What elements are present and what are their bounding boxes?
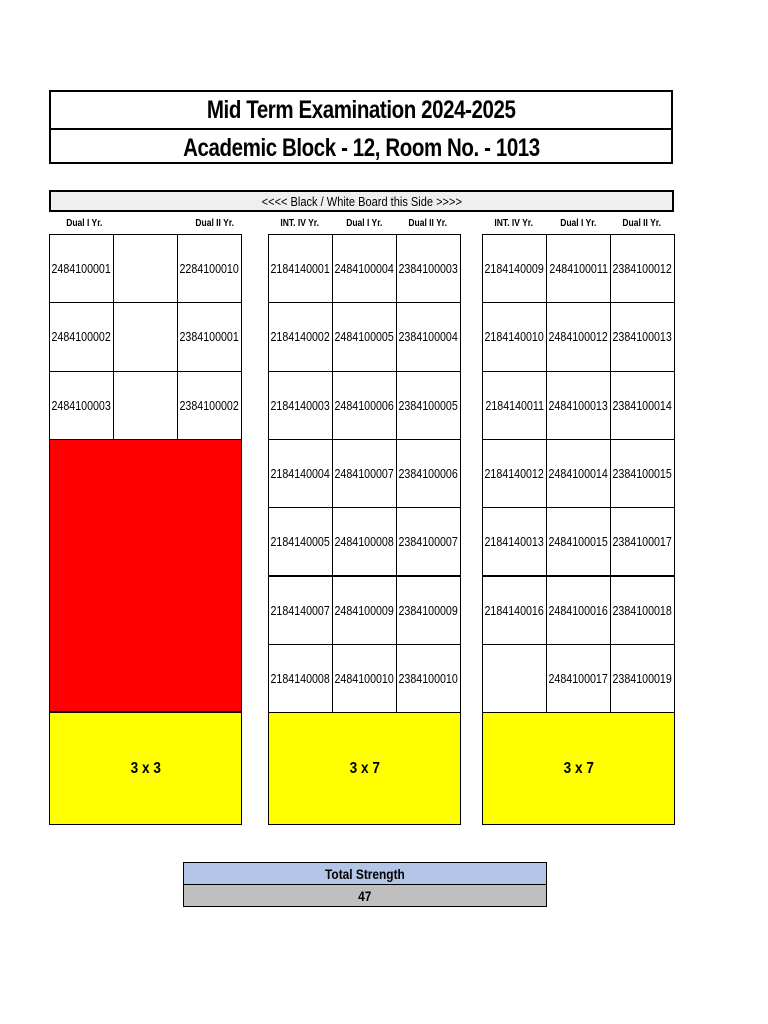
seat-cell — [268, 234, 333, 303]
seat-roll-number: 2484100002 — [51, 329, 112, 345]
seat-roll-number: 2484100008 — [334, 534, 395, 550]
seat-roll-number: 2484100013 — [548, 397, 609, 413]
seat-cell — [268, 644, 333, 713]
seat-cell — [332, 302, 397, 371]
seat-roll-number: 2384100006 — [398, 466, 459, 482]
seat-roll-number: 2484100005 — [334, 329, 395, 345]
seat-cell — [610, 507, 675, 576]
seat-roll-number: 2384100013 — [612, 329, 673, 345]
seat-cell — [268, 439, 333, 508]
seat-roll-number: 2184140007 — [270, 602, 331, 618]
seat-roll-number: 2384100007 — [398, 534, 459, 550]
seat-cell — [610, 576, 675, 645]
seat-roll-number: 2484100004 — [334, 261, 395, 277]
seat-cell — [396, 234, 461, 303]
column-header: Dual I Yr. — [65, 217, 103, 229]
seat-cell — [546, 644, 611, 713]
seat-roll-number: 2184140011 — [485, 397, 544, 413]
block-summary — [49, 712, 242, 825]
seat-roll-number: 2484100015 — [548, 534, 609, 550]
seat-cell — [482, 576, 547, 645]
column-header: INT. IV Yr. — [494, 217, 534, 229]
block-summary-text: 3 x 3 — [130, 759, 161, 777]
seat-cell — [396, 644, 461, 713]
seat-cell — [49, 234, 114, 303]
seat-cell — [332, 234, 397, 303]
seat-cell — [546, 234, 611, 303]
seat-cell — [482, 371, 547, 440]
seat-roll-number: 2184140012 — [484, 466, 545, 482]
seat-cell — [49, 302, 114, 371]
seat-cell — [268, 507, 333, 576]
seat-cell — [332, 576, 397, 645]
seat-cell — [177, 234, 242, 303]
seat-roll-number: 2384100015 — [612, 466, 673, 482]
seat-roll-number: 2384100005 — [398, 397, 459, 413]
seat-cell — [113, 234, 178, 303]
seat-cell — [396, 302, 461, 371]
seat-roll-number: 2384100004 — [398, 329, 459, 345]
seat-cell — [396, 439, 461, 508]
board-side-label: <<<< Black / White Board this Side >>>> — [261, 193, 462, 209]
seat-cell — [546, 576, 611, 645]
seat-roll-number: 2484100017 — [548, 670, 609, 686]
seat-roll-number: 2484100012 — [548, 329, 609, 345]
unavailable-seats-area — [49, 439, 242, 712]
seat-cell — [396, 576, 461, 645]
seat-roll-number: 2184140010 — [484, 329, 545, 345]
seat-roll-number: 2484100011 — [549, 261, 608, 277]
seat-roll-number: 2384100018 — [612, 602, 673, 618]
block-summary — [268, 712, 461, 825]
seat-cell — [268, 302, 333, 371]
seat-roll-number: 2184140008 — [270, 670, 331, 686]
seat-roll-number: 2384100009 — [398, 602, 459, 618]
seat-roll-number: 2384100012 — [612, 261, 673, 277]
block-summary-text: 3 x 7 — [349, 759, 380, 777]
total-strength-value-text: 47 — [358, 887, 372, 904]
seat-roll-number: 2184140003 — [270, 397, 331, 413]
seat-roll-number: 2484100006 — [334, 397, 395, 413]
seat-roll-number: 2284100010 — [179, 261, 240, 277]
column-header: Dual II Yr. — [195, 217, 235, 229]
seat-roll-number: 2384100001 — [179, 329, 240, 345]
seat-cell — [546, 371, 611, 440]
seat-roll-number: 2484100016 — [548, 602, 609, 618]
column-header: Dual II Yr. — [408, 217, 448, 229]
seat-cell — [610, 371, 675, 440]
seat-cell — [482, 507, 547, 576]
seat-cell — [396, 371, 461, 440]
seat-cell — [546, 507, 611, 576]
seat-roll-number: 2384100003 — [398, 261, 459, 277]
block-summary-text: 3 x 7 — [563, 759, 594, 777]
seat-cell — [610, 302, 675, 371]
column-header: Dual II Yr. — [622, 217, 662, 229]
seat-cell — [546, 302, 611, 371]
block-summary — [482, 712, 675, 825]
seat-cell — [332, 507, 397, 576]
seat-roll-number: 2184140002 — [270, 329, 331, 345]
seat-roll-number: 2384100019 — [612, 670, 673, 686]
seat-cell — [482, 302, 547, 371]
seat-cell — [546, 439, 611, 508]
seat-cell — [610, 439, 675, 508]
seat-roll-number: 2184140009 — [484, 261, 545, 277]
seat-cell — [332, 644, 397, 713]
total-strength-value — [184, 885, 546, 906]
seat-cell — [482, 234, 547, 303]
seat-cell — [268, 371, 333, 440]
seat-cell — [332, 439, 397, 508]
seat-cell — [49, 371, 114, 440]
seat-cell — [482, 644, 547, 713]
column-header: Dual I Yr. — [345, 217, 383, 229]
seat-cell — [177, 371, 242, 440]
total-strength-label — [184, 863, 546, 885]
seat-roll-number: 2484100007 — [334, 466, 395, 482]
total-strength-label-text: Total Strength — [325, 865, 405, 882]
seat-roll-number: 2184140004 — [270, 466, 331, 482]
column-header: INT. IV Yr. — [280, 217, 320, 229]
exam-title-box — [49, 90, 673, 164]
seat-roll-number: 2184140005 — [270, 534, 331, 550]
seat-roll-number: 2484100001 — [51, 261, 112, 277]
seat-cell — [113, 302, 178, 371]
seat-cell — [482, 439, 547, 508]
seat-cell — [268, 576, 333, 645]
seat-roll-number: 2184140013 — [484, 534, 545, 550]
board-side-banner — [49, 190, 674, 212]
column-header: Dual I Yr. — [559, 217, 597, 229]
seat-roll-number: 2484100014 — [548, 466, 609, 482]
room-title — [51, 128, 671, 166]
seat-cell — [610, 644, 675, 713]
seat-roll-number: 2384100002 — [179, 397, 240, 413]
seat-cell — [396, 507, 461, 576]
seat-roll-number: 2384100017 — [612, 534, 673, 550]
room-title-text: Academic Block - 12, Room No. - 1013 — [182, 133, 540, 162]
seat-roll-number: 2184140001 — [270, 261, 331, 277]
total-strength-box — [183, 862, 547, 907]
seat-roll-number: 2484100009 — [334, 602, 395, 618]
seat-cell — [113, 371, 178, 440]
seat-roll-number: 2484100010 — [334, 670, 395, 686]
seat-cell — [332, 371, 397, 440]
seat-cell — [177, 302, 242, 371]
seat-cell — [610, 234, 675, 303]
seat-roll-number: 2384100010 — [398, 670, 459, 686]
seat-roll-number: 2384100014 — [612, 397, 673, 413]
exam-title-text: Mid Term Examination 2024-2025 — [206, 95, 516, 124]
seat-roll-number: 2484100003 — [51, 397, 112, 413]
exam-title — [51, 92, 671, 128]
seat-roll-number: 2184140016 — [484, 602, 545, 618]
